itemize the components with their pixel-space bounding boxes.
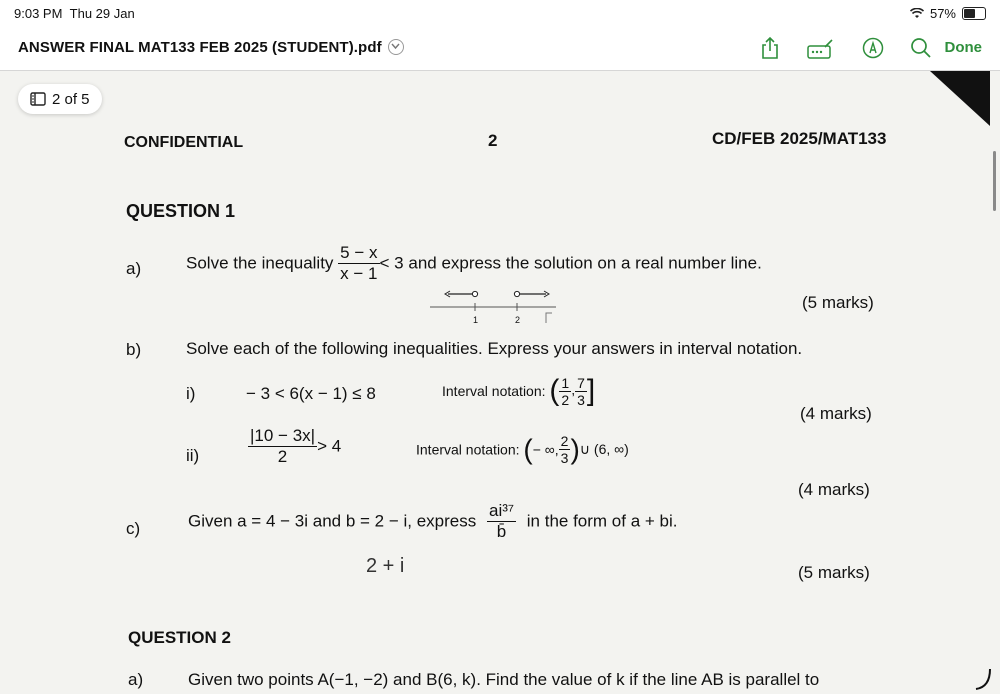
header-left: CONFIDENTIAL	[124, 134, 244, 151]
pdf-page	[0, 71, 1000, 694]
q2-part-a-question: Given two points A(−1, −2) and B(6, k). Find the value of k if the line AB is parallel to	[188, 670, 820, 689]
header-right: CD/FEB 2025/MAT133	[712, 129, 887, 148]
done-button[interactable]: Done	[944, 39, 982, 56]
part-bi-marks: (4 marks)	[800, 404, 872, 423]
part-a-label: a)	[126, 259, 142, 278]
part-c-marks: (5 marks)	[798, 563, 870, 582]
fraction: $\frac{5 - x}{x - 1}$	[340, 243, 378, 283]
part-c-question: Given a = 4 − 3i and b = 2 − i, express $\frac{\text{ai³⁷}}{b̄}$ in the form of a + bi.	[188, 501, 678, 541]
battery-icon	[962, 7, 986, 20]
handwritten-answer: 2 + i	[366, 555, 405, 577]
part-b-label: b)	[126, 340, 142, 359]
status-right	[910, 6, 986, 21]
page-number: 2	[488, 131, 498, 150]
markup-icon[interactable]	[806, 38, 834, 65]
battery-percent: 57%	[929, 6, 956, 21]
wifi-icon	[910, 8, 924, 19]
battery-level-fill	[964, 9, 975, 18]
number-line	[428, 283, 558, 329]
part-bii-expression: $\frac{|10 - 3x|}{2}$ > 4	[250, 426, 342, 466]
document-title[interactable]: ANSWER FINAL MAT133 FEB 2025 (STUDENT).pdf	[18, 39, 404, 56]
question-2-title: QUESTION 2	[128, 628, 231, 647]
number-line-tick-2: 2	[515, 315, 521, 325]
part-bi-answer: Interval notation: ( $\frac{1}{2}$ , $\frac{7}{3}$ ]	[442, 374, 596, 408]
part-bii-label: ii)	[186, 446, 200, 465]
part-bii-answer: Interval notation: (− ∞, $\frac{2}{3}$ )∪ (6, ∞)	[416, 433, 629, 466]
part-c-label: c)	[126, 519, 141, 538]
status-time: 9:03 PM Thu 29 Jan	[14, 6, 135, 21]
number-line-tick-1: 1	[473, 315, 479, 325]
part-bi-label: i)	[186, 384, 196, 403]
chevron-down-icon[interactable]	[388, 39, 404, 55]
part-bii-marks: (4 marks)	[798, 480, 870, 499]
part-bi-expression: − 3 < 6(x − 1) ≤ 8	[246, 384, 376, 403]
pen-icon[interactable]	[862, 37, 884, 64]
q2-part-a-label: a)	[128, 670, 144, 689]
page-curl-mark	[974, 667, 994, 693]
scrollbar[interactable]	[993, 151, 996, 211]
share-icon[interactable]	[760, 36, 780, 65]
document-toolbar	[0, 26, 1000, 71]
part-a-question: Solve the inequality $\frac{5 - x}{x - 1}$ < 3 and express the solution on a real number line.	[186, 243, 762, 283]
part-a-marks: (5 marks)	[802, 293, 874, 312]
question-1-title: QUESTION 1	[126, 201, 236, 221]
thumbnails-icon	[30, 92, 46, 106]
page-corner-fold	[910, 71, 990, 131]
page-indicator[interactable]: 2 of 5	[18, 84, 102, 114]
search-icon[interactable]	[910, 37, 932, 64]
part-b-question: Solve each of the following inequalities. Express your answers in interval notation.	[186, 339, 803, 358]
status-bar	[0, 0, 1000, 26]
